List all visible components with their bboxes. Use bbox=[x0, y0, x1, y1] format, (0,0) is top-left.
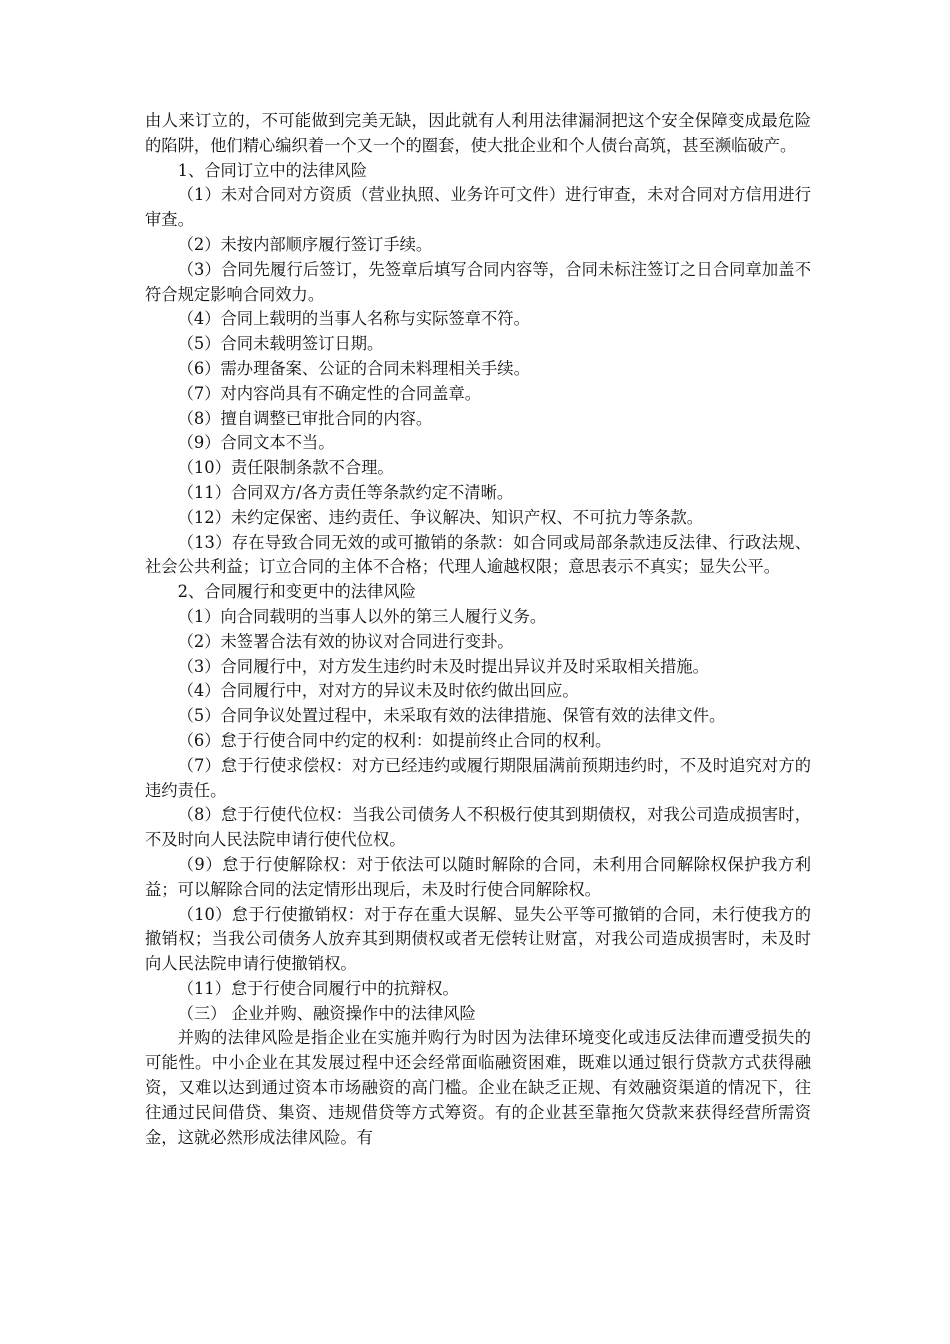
list-item: （11）合同双方/各方责任等条款约定不清晰。 bbox=[177, 482, 514, 502]
list-item: （7）对内容尚具有不确定性的合同盖章。 bbox=[177, 383, 482, 403]
list-item: （5）合同争议处置过程中，未采取有效的法律措施、保管有效的法律文件。 bbox=[177, 706, 726, 726]
list-item: （10）责任限制条款不合理。 bbox=[177, 458, 394, 478]
list-item: （8）擅自调整已审批合同的内容。 bbox=[177, 408, 433, 428]
section-heading-contract-performance: 2、合同履行和变更中的法律风险 bbox=[177, 582, 416, 602]
list-item: （5）合同未载明签订日期。 bbox=[177, 334, 384, 354]
list-item: （4）合同履行中，对对方的异议未及时依约做出回应。 bbox=[177, 681, 579, 701]
list-item: （12）未约定保密、违约责任、争议解决、知识产权、不可抗力等条款。 bbox=[177, 507, 704, 527]
document-page bbox=[145, 109, 811, 1150]
list-item: （13）存在导致合同无效的或可撤销的条款：如合同或局部条款违反法律、行政法规、社会公共利益；订立合同的主体不合格；代理人逾越权限；意思表示不真实；显失公平。 bbox=[145, 532, 811, 577]
list-item: （3）合同先履行后签订，先签章后填写合同内容等，合同未标注签订之日合同章加盖不符合规定影响合同效力。 bbox=[145, 259, 811, 304]
paragraph-1: 由人来订立的，不可能做到完美无缺，因此就有人利用法律漏洞把这个安全保障变成最危险的陷阱，他们精心编织着一个又一个的圈套，使大批企业和个人债台高筑，甚至濒临破产。 bbox=[145, 111, 811, 155]
list-item: （2）未签署合法有效的协议对合同进行变卦。 bbox=[177, 631, 514, 651]
paragraph-mergers: 并购的法律风险是指企业在实施并购行为时因为法律环境变化或违反法律而遭受损失的可能性。中小企业在其发展过程中还会经常面临融资困难，既难以通过银行贷款方式获得融资，又难以达到通过资本市场融资的高门槛。企业在缺乏正规、有效融资渠道的情况下，往往通过民间借贷、集资、违规借贷等方式筹资。有的企业甚至靠拖欠贷款来获得经营所需资金，这就必然形成法律风险。有 bbox=[145, 1028, 811, 1147]
list-item: （11）怠于行使合同履行中的抗辩权。 bbox=[177, 978, 459, 998]
list-item: （2）未按内部顺序履行签订手续。 bbox=[177, 234, 433, 254]
list-item: （7）怠于行使求偿权：对方已经违约或履行期限届满前预期违约时，不及时追究对方的违约责任。 bbox=[145, 755, 811, 800]
list-item: （1）未对合同对方资质（营业执照、业务许可文件）进行审查，未对合同对方信用进行审查。 bbox=[145, 185, 811, 230]
list-item: （1）向合同载明的当事人以外的第三人履行义务。 bbox=[177, 606, 547, 626]
list-item: （8）怠于行使代位权：当我公司债务人不积极行使其到期债权，对我公司造成损害时，不及时向人民法院申请行使代位权。 bbox=[145, 805, 811, 850]
list-item: （6）怠于行使合同中约定的权利：如提前终止合同的权利。 bbox=[177, 730, 612, 750]
section-heading-mergers-financing: （三） 企业并购、融资操作中的法律风险 bbox=[177, 1003, 476, 1023]
list-item: （6）需办理备案、公证的合同未料理相关手续。 bbox=[177, 358, 530, 378]
list-item: （3）合同履行中，对方发生违约时未及时提出异议并及时采取相关措施。 bbox=[177, 656, 709, 676]
list-item: （9）怠于行使解除权：对于依法可以随时解除的合同，未利用合同解除权保护我方利益；可以解除合同的法定情形出现后，未及时行使合同解除权。 bbox=[145, 854, 811, 899]
list-item: （4）合同上载明的当事人名称与实际签章不符。 bbox=[177, 309, 530, 329]
section-heading-contract-signing: 1、合同订立中的法律风险 bbox=[177, 160, 368, 180]
list-item: （9）合同文本不当。 bbox=[177, 433, 335, 453]
list-item: （10）怠于行使撤销权：对于存在重大误解、显失公平等可撤销的合同，未行使我方的撤销权；当我公司债务人放弃其到期债权或者无偿转让财富，对我公司造成损害时，未及时向人民法院申请行使撤销权。 bbox=[145, 904, 811, 974]
